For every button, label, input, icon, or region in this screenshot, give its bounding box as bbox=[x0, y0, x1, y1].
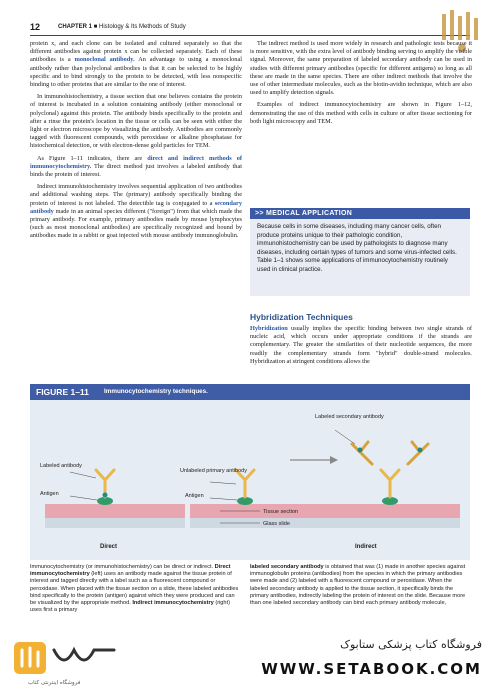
term-direct-indirect: direct and indirect methods of immunocytochemistry. bbox=[30, 154, 242, 170]
label-glass-slide: Glass slide bbox=[263, 521, 290, 527]
antigens bbox=[97, 497, 398, 505]
label-antigen-mid: Antigen bbox=[185, 493, 204, 499]
primary-antibody-indirect bbox=[381, 470, 399, 497]
label-antigen-left: Antigen bbox=[40, 491, 59, 497]
right-column bbox=[250, 40, 472, 130]
footer-store-name: فروشگاه کتاب پزشکی ستابوک bbox=[340, 638, 482, 651]
figure-caption-right: labeled secondary antibody is obtained that was (1) made in another species against immunoglobulin proteins (antibodies) from the species in which the primary antibodies were made and (2) labeled with a fluorescent compound or peroxidase. When the labeled secondary antibody is applied to the tissue section, it specifically binds the primary antibodies, indirectly labeling the protein of interest on the slide. Because more than one labeled secondary antibody can bind each primary antibody molecule, bbox=[250, 564, 466, 607]
label-indirect: Indirect bbox=[355, 544, 377, 550]
term-hybridization: Hybridization bbox=[250, 325, 288, 332]
term-secondary-antibody: secondary antibody bbox=[30, 199, 243, 215]
paragraph: protein x, and each clone can be isolated and cultured separately so that the different antibodies against protein x can be collected separately. Each of these antibodies is a monoclonal antibody. An advantage to using a monoclonal antibody rather than polyclonal antibodies is that it can be selected to be highly specific and to bind strongly to the protein to be detected, with less nonspecific binding to other proteins that are similar to the one of interest. bbox=[30, 40, 242, 89]
unlabeled-primary-antibody bbox=[236, 470, 254, 497]
paragraph: Examples of indirect immunocytochemistry are shown in Figure 1–12, demonstrating the use of this method with cells in culture or after tissue sectioning for both light microscopy and TEM. bbox=[250, 101, 472, 125]
paragraph: As Figure 1–11 indicates, there are direct and indirect methods of immunocytochemistry. The direct method just involves a labeled antibody that binds the protein of interest. bbox=[30, 154, 242, 179]
figure-number: FIGURE 1–11 bbox=[36, 387, 89, 397]
chapter-label: CHAPTER 1 ■ Histology & Its Methods of Study bbox=[58, 24, 186, 30]
footer-url[interactable]: WWW.SETABOOK.COM bbox=[261, 660, 482, 678]
figure-caption-left: Immunocytochemistry (or immunohistochemistry) can be direct or indirect. Direct immunocytochemistry (left) uses an antibody made against the tissue protein of interest and tagged directly with a label such as a fluorescent compound or peroxidase. When placed with the tissue section on a slide, these labeled antibodies bind specifically to the protein (antigen) against which they were produced and can be visualized by the appropriate method. Indirect immunocytochemistry (right) uses first a primary bbox=[30, 564, 239, 614]
figure-title: Immunocytochemistry techniques. bbox=[104, 388, 208, 395]
left-column bbox=[30, 40, 242, 245]
medical-application-text: Because cells in some diseases, including many cancer cells, often produce proteins unique to their pathologic condition, immunohistochemistry can be used by pathologists to diagnose many diseases, including certain types of tumors and some virus-infected cells. Table 1–1 shows some applications of immunocytochemistry routinely used in clinical practice. bbox=[257, 223, 457, 273]
figure-title-bar bbox=[30, 384, 470, 400]
section-heading: Hybridization Techniques bbox=[250, 312, 353, 322]
paragraph: Hybridization usually implies the specific binding between two single strands of nucleic acid, which occurs under appropriate conditions if the strands are complementary. The greater the similarities of their nucleotide sequences, the more readily the complementary strands form "hybrid" double-strand molecules. Hybridization at stringent conditions allows the bbox=[250, 325, 472, 365]
tissue-section-left bbox=[45, 504, 185, 528]
immunocytochemistry-diagram bbox=[30, 400, 470, 560]
label-tissue-section: Tissue section bbox=[263, 509, 298, 515]
paragraph: Indirect immunohistochemistry involves sequential application of two antibodies and additional washing steps. The (primary) antibody specifically binding the protein of interest is not labeled. The detectible tag is conjugated to a secondary antibody made in an animal species different ("foreign") from that which made the primary antibody. For example, primary antibodies made by mouse lymphocytes (such as most monoclonal antibodies) are specifically recognized and bound by antibodies made in a rabbit or goat injected with mouse antibody immunoglobulin. bbox=[30, 183, 243, 240]
tissue-section-right bbox=[190, 504, 460, 528]
medical-application-title: >> MEDICAL APPLICATION bbox=[250, 208, 470, 219]
footer-subtitle: فروشگاه اینترنتی کتاب bbox=[28, 680, 81, 686]
label-unlabeled-primary: Unlabeled primary antibody bbox=[180, 468, 247, 474]
paragraph: In immunohistochemistry, a tissue section that one believes contains the protein of interest is incubated in a solution containing antibody (either monoclonal or polyclonal) against this protein. The antibody binds specifically to the protein and after a rinse the protein's location in the tissue or cells can be seen with either the light or electron microscope by visualizing the antibody. Antibodies are commonly tagged with fluorescent compounds, with peroxidase or alkaline phosphatase for histochemical detection, or with electron-dense gold particles for TEM. bbox=[30, 93, 242, 150]
header-rule bbox=[30, 35, 470, 36]
hybridization-text bbox=[250, 325, 472, 370]
medical-application-box bbox=[250, 208, 470, 296]
paragraph: The indirect method is used more widely in research and pathologic tests because it is more sensitive, with the extra level of antibody binding serving to amplify the visible signal. Moreover, the same preparation of labeled secondary antibody can be used in studies with different primary antibodies (specific for different antigens) so long as all these are made in the same species. There are other indirect methods that involve the use of other intermediate molecules, such as the biotin-avidin technique, which are also used to amplify detection signals. bbox=[250, 40, 472, 97]
label-labeled-antibody: Labeled antibody bbox=[40, 463, 82, 469]
label-direct: Direct bbox=[100, 544, 118, 550]
label-labeled-secondary: Labeled secondary antibody bbox=[315, 414, 384, 420]
chapter-number: CHAPTER 1 bbox=[58, 24, 93, 30]
figure-illustration bbox=[30, 400, 470, 560]
chapter-title: Histology & Its Methods of Study bbox=[98, 24, 186, 30]
page-number: 12 bbox=[30, 22, 41, 32]
labeled-secondary-antibodies bbox=[352, 442, 428, 464]
page-header bbox=[30, 22, 470, 36]
term-monoclonal: monoclonal antibody. bbox=[74, 56, 135, 64]
arrow-head bbox=[330, 456, 338, 464]
watermark-footer bbox=[0, 628, 500, 700]
